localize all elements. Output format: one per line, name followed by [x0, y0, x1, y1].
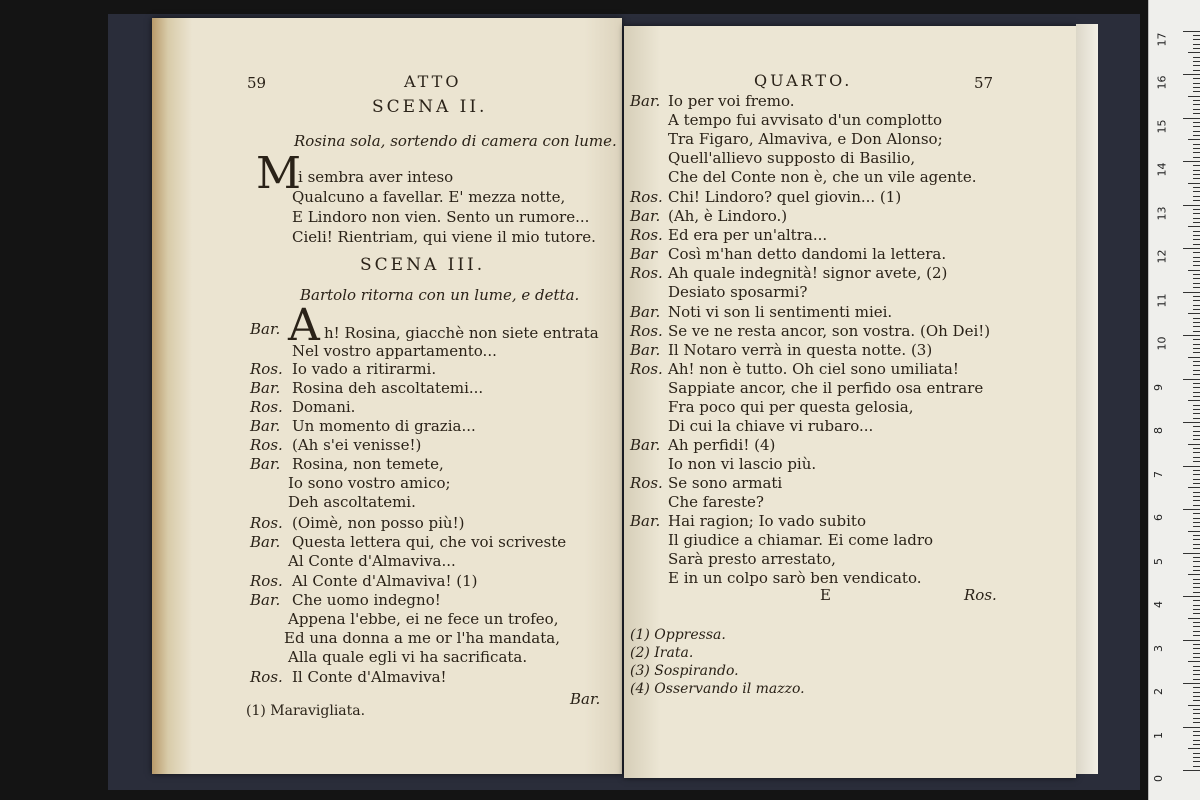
ruler-minor-tick: [1193, 165, 1200, 166]
dialogue-line: Noti vi son li sentimenti miei.: [668, 303, 893, 321]
ruler-minor-tick: [1193, 122, 1200, 123]
scene-2-direction: Rosina sola, sortendo di camera con lume.: [294, 132, 617, 150]
ruler-label: 8: [1152, 427, 1165, 434]
ruler-minor-tick: [1193, 500, 1200, 501]
ruler-minor-tick: [1193, 761, 1200, 762]
dialogue-line: Ed una donna a me or l'ha mandata,: [284, 629, 560, 647]
ruler-minor-tick: [1193, 587, 1200, 588]
ruler-major-tick: [1183, 118, 1200, 119]
ruler-minor-tick: [1193, 426, 1200, 427]
dialogue-line: Se sono armati: [668, 474, 783, 492]
dialogue-line: Quell'allievo supposto di Basilio,: [668, 149, 916, 167]
ruler-label: 6: [1152, 514, 1165, 521]
ruler-minor-tick: [1193, 766, 1200, 767]
ruler-major-tick: [1183, 727, 1200, 728]
signature-mark: E: [820, 586, 831, 604]
ruler-minor-tick: [1193, 191, 1200, 192]
dialogue-line: Chi! Lindoro? quel giovin... (1): [668, 188, 902, 206]
ruler-minor-tick: [1193, 609, 1200, 610]
ruler-minor-tick: [1193, 544, 1200, 545]
ruler-minor-tick: [1193, 61, 1200, 62]
dialogue-line: Io sono vostro amico;: [288, 474, 451, 492]
ruler-minor-tick: [1193, 174, 1200, 175]
speaker-label: Ros.: [250, 360, 283, 378]
dialogue-line: Desiato sposarmi?: [668, 283, 808, 301]
ruler-label: 0: [1152, 775, 1165, 782]
ruler-minor-tick: [1193, 470, 1200, 471]
dialogue-line: Il Conte d'Almaviva!: [292, 668, 447, 686]
measuring-ruler: [1148, 0, 1200, 800]
ruler-minor-tick: [1193, 187, 1200, 188]
ruler-minor-tick: [1193, 318, 1200, 319]
speaker-label: Bar: [630, 245, 658, 263]
ruler-minor-tick: [1193, 144, 1200, 145]
speaker-label: Bar.: [630, 207, 661, 225]
speaker-label: Ros.: [630, 322, 663, 340]
ruler-minor-tick: [1193, 548, 1200, 549]
ruler-minor-tick: [1193, 653, 1200, 654]
left-page-number: 59: [247, 74, 267, 92]
catchword: Ros.: [964, 586, 997, 604]
ruler-label: 13: [1155, 206, 1169, 220]
ruler-minor-tick: [1193, 666, 1200, 667]
speaker-label: Bar.: [630, 303, 661, 321]
ruler-label: 16: [1155, 75, 1169, 90]
speaker-label: Ros.: [630, 264, 663, 282]
speaker-label: Bar.: [630, 436, 661, 454]
ruler-minor-tick: [1193, 244, 1200, 245]
ruler-minor-tick: [1188, 487, 1200, 488]
ruler-minor-tick: [1193, 431, 1200, 432]
ruler-minor-tick: [1193, 722, 1200, 723]
ruler-minor-tick: [1193, 757, 1200, 758]
speaker-label: Bar.: [250, 533, 281, 551]
ruler-minor-tick: [1193, 396, 1200, 397]
ruler-minor-tick: [1193, 635, 1200, 636]
ruler-minor-tick: [1193, 170, 1200, 171]
dialogue-line: Appena l'ebbe, ei ne fece un trofeo,: [288, 610, 559, 628]
ruler-major-tick: [1183, 596, 1200, 597]
ruler-major-tick: [1183, 292, 1200, 293]
dialogue-line: Nel vostro appartamento...: [292, 342, 497, 360]
dialogue-line: Io non vi lascio più.: [668, 455, 817, 473]
dialogue-line: Ed era per un'altra...: [668, 226, 828, 244]
dialogue-line: Alla quale egli vi ha sacrificata.: [288, 648, 528, 666]
ruler-minor-tick: [1193, 222, 1200, 223]
ruler-minor-tick: [1193, 566, 1200, 567]
ruler-minor-tick: [1188, 270, 1200, 271]
ruler-major-tick: [1183, 161, 1200, 162]
ruler-minor-tick: [1193, 152, 1200, 153]
ruler-minor-tick: [1193, 526, 1200, 527]
ruler-minor-tick: [1193, 387, 1200, 388]
ruler-minor-tick: [1193, 496, 1200, 497]
scene-3-heading: SCENA III.: [360, 255, 486, 275]
ruler-minor-tick: [1193, 326, 1200, 327]
ruler-minor-tick: [1188, 705, 1200, 706]
dialogue-line: Ah! non è tutto. Oh ciel sono umiliata!: [668, 360, 959, 378]
ruler-minor-tick: [1193, 252, 1200, 253]
ruler-minor-tick: [1193, 300, 1200, 301]
ruler-minor-tick: [1193, 239, 1200, 240]
ruler-minor-tick: [1193, 231, 1200, 232]
speaker-label: Bar.: [250, 417, 281, 435]
ruler-minor-tick: [1193, 539, 1200, 540]
dialogue-line: Questa lettera qui, che voi scriveste: [292, 533, 567, 551]
ruler-minor-tick: [1193, 339, 1200, 340]
ruler-minor-tick: [1193, 600, 1200, 601]
dialogue-line: Sappiate ancor, che il perfido osa entrare: [668, 379, 984, 397]
ruler-minor-tick: [1193, 44, 1200, 45]
ruler-minor-tick: [1193, 626, 1200, 627]
dialogue-line: Rosina, non temete,: [292, 455, 444, 473]
scene-2-line: Qualcuno a favellar. E' mezza notte,: [292, 188, 566, 206]
ruler-label: 3: [1152, 644, 1165, 652]
speaker-label: Bar.: [250, 320, 281, 338]
ruler-label: 2: [1152, 688, 1165, 695]
ruler-minor-tick: [1193, 374, 1200, 375]
ruler-minor-tick: [1193, 439, 1200, 440]
ruler-minor-tick: [1193, 383, 1200, 384]
footnote: (4) Osservando il mazzo.: [630, 681, 805, 697]
ruler-minor-tick: [1193, 265, 1200, 266]
speaker-label: Ros.: [250, 572, 283, 590]
ruler-minor-tick: [1193, 744, 1200, 745]
speaker-label: Ros.: [630, 474, 663, 492]
ruler-label: 10: [1155, 336, 1169, 351]
ruler-minor-tick: [1193, 479, 1200, 480]
ruler-major-tick: [1183, 248, 1200, 249]
ruler-minor-tick: [1193, 483, 1200, 484]
dialogue-line: A tempo fui avvisato d'un complotto: [668, 111, 943, 129]
ruler-minor-tick: [1193, 100, 1200, 101]
ruler-minor-tick: [1193, 457, 1200, 458]
ruler-minor-tick: [1193, 209, 1200, 210]
ruler-minor-tick: [1193, 322, 1200, 323]
ruler-label: 4: [1152, 601, 1165, 608]
dialogue-line: Il giudice a chiamar. Ei come ladro: [668, 531, 934, 549]
ruler-minor-tick: [1193, 679, 1200, 680]
ruler-minor-tick: [1193, 409, 1200, 410]
dialogue-line: Ah quale indegnità! signor avete, (2): [668, 264, 948, 282]
ruler-minor-tick: [1188, 139, 1200, 140]
ruler-minor-tick: [1193, 178, 1200, 179]
ruler-minor-tick: [1193, 361, 1200, 362]
speaker-label: Bar.: [630, 512, 661, 530]
ruler-minor-tick: [1193, 670, 1200, 671]
ruler-minor-tick: [1193, 65, 1200, 66]
ruler-minor-tick: [1193, 648, 1200, 649]
dialogue-line: (Ah, è Lindoro.): [668, 207, 788, 225]
footnote: (1) Oppressa.: [630, 627, 726, 643]
dialogue-line: Deh ascoltatemi.: [288, 493, 416, 511]
ruler-minor-tick: [1193, 257, 1200, 258]
speaker-label: Ros.: [630, 188, 663, 206]
ruler-minor-tick: [1193, 157, 1200, 158]
ruler-major-tick: [1183, 640, 1200, 641]
ruler-minor-tick: [1193, 718, 1200, 719]
footnote: (3) Sospirando.: [630, 663, 739, 679]
ruler-minor-tick: [1193, 492, 1200, 493]
speaker-label: Bar.: [630, 341, 661, 359]
ruler-minor-tick: [1193, 200, 1200, 201]
ruler-minor-tick: [1193, 57, 1200, 58]
ruler-label: 1: [1152, 731, 1165, 739]
ruler-minor-tick: [1188, 661, 1200, 662]
dialogue-line: Tra Figaro, Almaviva, e Don Alonso;: [668, 130, 943, 148]
ruler-minor-tick: [1193, 370, 1200, 371]
ruler-label: 12: [1155, 249, 1169, 264]
ruler-minor-tick: [1193, 261, 1200, 262]
ruler-minor-tick: [1193, 696, 1200, 697]
ruler-label: 17: [1155, 32, 1169, 46]
dialogue-line: Ah perfidi! (4): [668, 436, 776, 454]
ruler-minor-tick: [1193, 278, 1200, 279]
ruler-minor-tick: [1188, 400, 1200, 401]
ruler-minor-tick: [1193, 448, 1200, 449]
ruler-minor-tick: [1193, 83, 1200, 84]
ruler-minor-tick: [1193, 570, 1200, 571]
ruler-minor-tick: [1193, 218, 1200, 219]
dialogue-line: Il Notaro verrà in questa notte. (3): [668, 341, 933, 359]
ruler-minor-tick: [1193, 35, 1200, 36]
ruler-minor-tick: [1193, 461, 1200, 462]
dialogue-line: E in un colpo sarò ben vendicato.: [668, 569, 922, 587]
ruler-label: 15: [1155, 119, 1169, 133]
ruler-minor-tick: [1193, 740, 1200, 741]
scene-2-line: Cieli! Rientriam, qui viene il mio tutore.: [292, 228, 596, 246]
ruler-minor-tick: [1193, 731, 1200, 732]
ruler-minor-tick: [1193, 274, 1200, 275]
ruler-major-tick: [1183, 31, 1200, 32]
dialogue-line: Che uomo indegno!: [292, 591, 441, 609]
ruler-minor-tick: [1188, 444, 1200, 445]
ruler-minor-tick: [1193, 283, 1200, 284]
dialogue-line: Hai ragion; Io vado subito: [668, 512, 866, 530]
ruler-label: 7: [1152, 470, 1165, 478]
ruler-major-tick: [1183, 379, 1200, 380]
ruler-minor-tick: [1193, 687, 1200, 688]
ruler-minor-tick: [1193, 109, 1200, 110]
ruler-label: 11: [1155, 293, 1169, 307]
speaker-label: Bar.: [250, 379, 281, 397]
ruler-minor-tick: [1193, 518, 1200, 519]
ruler-minor-tick: [1193, 148, 1200, 149]
ruler-minor-tick: [1188, 618, 1200, 619]
dialogue-line: Così m'han detto dandomi la lettera.: [668, 245, 947, 263]
ruler-minor-tick: [1193, 561, 1200, 562]
ruler-minor-tick: [1193, 418, 1200, 419]
ruler-minor-tick: [1188, 357, 1200, 358]
ruler-minor-tick: [1193, 113, 1200, 114]
dialogue-line: Domani.: [292, 398, 356, 416]
dialogue-line: Un momento di grazia...: [292, 417, 476, 435]
ruler-minor-tick: [1193, 674, 1200, 675]
ruler-minor-tick: [1193, 657, 1200, 658]
ruler-minor-tick: [1193, 91, 1200, 92]
scene-3-direction: Bartolo ritorna con un lume, e detta.: [300, 286, 580, 304]
ruler-minor-tick: [1193, 522, 1200, 523]
ruler-minor-tick: [1193, 753, 1200, 754]
ruler-minor-tick: [1188, 531, 1200, 532]
dialogue-line: Al Conte d'Almaviva! (1): [292, 572, 478, 590]
ruler-major-tick: [1183, 509, 1200, 510]
ruler-minor-tick: [1193, 287, 1200, 288]
scene-2-line: i sembra aver inteso: [298, 168, 454, 186]
ruler-minor-tick: [1193, 135, 1200, 136]
ruler-minor-tick: [1193, 413, 1200, 414]
speaker-label: Ros.: [630, 226, 663, 244]
dialogue-line: Fra poco qui per questa gelosia,: [668, 398, 914, 416]
ruler-major-tick: [1183, 553, 1200, 554]
ruler-minor-tick: [1193, 579, 1200, 580]
ruler-minor-tick: [1193, 505, 1200, 506]
ruler-minor-tick: [1188, 313, 1200, 314]
ruler-minor-tick: [1193, 344, 1200, 345]
ruler-minor-tick: [1193, 126, 1200, 127]
ruler-minor-tick: [1188, 96, 1200, 97]
ruler-label: 5: [1152, 557, 1165, 565]
ruler-minor-tick: [1193, 352, 1200, 353]
ruler-minor-tick: [1188, 183, 1200, 184]
dialogue-line: Io vado a ritirarmi.: [292, 360, 437, 378]
left-page: [152, 18, 622, 774]
ruler-minor-tick: [1193, 535, 1200, 536]
dialogue-line: Che fareste?: [668, 493, 764, 511]
page-block-edge: [1076, 24, 1098, 774]
ruler-minor-tick: [1193, 513, 1200, 514]
right-page: [624, 26, 1076, 778]
speaker-label: Bar.: [250, 591, 281, 609]
ruler-minor-tick: [1193, 557, 1200, 558]
scene-3-drop-cap: A: [288, 300, 320, 351]
ruler-minor-tick: [1188, 748, 1200, 749]
ruler-minor-tick: [1193, 70, 1200, 71]
ruler-minor-tick: [1193, 131, 1200, 132]
ruler-minor-tick: [1193, 622, 1200, 623]
dialogue-line: h! Rosina, giacchè non siete entrata: [324, 324, 599, 342]
dialogue-line: Io per voi fremo.: [668, 92, 795, 110]
ruler-minor-tick: [1193, 631, 1200, 632]
ruler-minor-tick: [1193, 365, 1200, 366]
ruler-minor-tick: [1193, 87, 1200, 88]
ruler-minor-tick: [1193, 474, 1200, 475]
right-page-number: 57: [974, 74, 994, 92]
ruler-major-tick: [1183, 74, 1200, 75]
ruler-minor-tick: [1193, 735, 1200, 736]
ruler-minor-tick: [1193, 104, 1200, 105]
ruler-minor-tick: [1193, 452, 1200, 453]
ruler-minor-tick: [1193, 435, 1200, 436]
ruler-major-tick: [1183, 466, 1200, 467]
footnote: (2) Irata.: [630, 645, 694, 661]
ruler-minor-tick: [1193, 348, 1200, 349]
ruler-minor-tick: [1193, 605, 1200, 606]
ruler-minor-tick: [1193, 305, 1200, 306]
speaker-label: Ros.: [250, 514, 283, 532]
catchword: Bar.: [570, 690, 601, 708]
dialogue-line: Sarà presto arrestato,: [668, 550, 836, 568]
scene-2-line: E Lindoro non vien. Sento un rumore...: [292, 208, 590, 226]
dialogue-line: (Oimè, non posso più!): [292, 514, 465, 532]
ruler-minor-tick: [1193, 213, 1200, 214]
ruler-minor-tick: [1193, 644, 1200, 645]
ruler-minor-tick: [1193, 583, 1200, 584]
ruler-minor-tick: [1188, 574, 1200, 575]
ruler-minor-tick: [1193, 713, 1200, 714]
ruler-minor-tick: [1193, 709, 1200, 710]
speaker-label: Ros.: [250, 436, 283, 454]
ruler-minor-tick: [1193, 39, 1200, 40]
scene-2-heading: SCENA II.: [372, 97, 488, 117]
ruler-major-tick: [1183, 770, 1200, 771]
ruler-major-tick: [1183, 683, 1200, 684]
left-running-head: ATTO: [404, 72, 462, 91]
ruler-minor-tick: [1193, 196, 1200, 197]
dialogue-line: (Ah s'ei venisse!): [292, 436, 422, 454]
ruler-minor-tick: [1193, 592, 1200, 593]
ruler-minor-tick: [1193, 309, 1200, 310]
ruler-minor-tick: [1193, 392, 1200, 393]
speaker-label: Ros.: [250, 668, 283, 686]
dialogue-line: Al Conte d'Almaviva...: [288, 552, 456, 570]
ruler-minor-tick: [1193, 296, 1200, 297]
ruler-major-tick: [1183, 422, 1200, 423]
ruler-minor-tick: [1193, 405, 1200, 406]
ruler-minor-tick: [1188, 52, 1200, 53]
dialogue-line: Di cui la chiave vi rubaro...: [668, 417, 874, 435]
ruler-minor-tick: [1193, 48, 1200, 49]
footnote: (1) Maravigliata.: [246, 703, 366, 719]
ruler-minor-tick: [1193, 331, 1200, 332]
ruler-minor-tick: [1193, 235, 1200, 236]
dialogue-line: Rosina deh ascoltatemi...: [292, 379, 484, 397]
right-running-head: QUARTO.: [754, 71, 853, 90]
ruler-minor-tick: [1193, 692, 1200, 693]
ruler-minor-tick: [1188, 226, 1200, 227]
ruler-minor-tick: [1193, 78, 1200, 79]
scene-2-drop-cap: M: [256, 148, 302, 199]
speaker-label: Bar.: [250, 455, 281, 473]
speaker-label: Bar.: [630, 92, 661, 110]
ruler-major-tick: [1183, 335, 1200, 336]
dialogue-line: Che del Conte non è, che un vile agente.: [668, 168, 977, 186]
ruler-minor-tick: [1193, 700, 1200, 701]
ruler-label: 9: [1152, 383, 1165, 391]
ruler-minor-tick: [1193, 613, 1200, 614]
speaker-label: Ros.: [250, 398, 283, 416]
speaker-label: Ros.: [630, 360, 663, 378]
ruler-label: 14: [1155, 162, 1169, 177]
ruler-major-tick: [1183, 205, 1200, 206]
dialogue-line: Se ve ne resta ancor, son vostra. (Oh Dei!): [668, 322, 991, 340]
